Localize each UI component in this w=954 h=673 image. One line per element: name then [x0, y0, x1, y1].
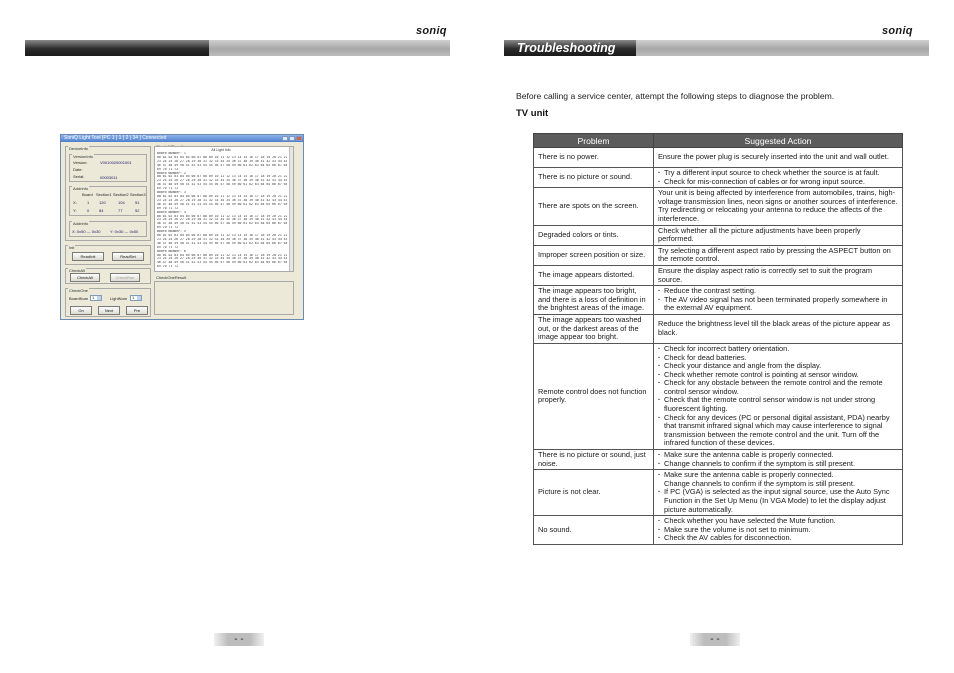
action-item: · Make sure the antenna cable is properly connected.: [658, 451, 898, 460]
table-row: [534, 265, 903, 285]
addr-row-label: Y:: [73, 208, 77, 213]
deviceinfo-group: [65, 146, 151, 241]
table-row: [534, 516, 903, 545]
action-item: · Change channels to confirm if the symptom is still present.: [658, 460, 898, 469]
window-body: [61, 142, 303, 319]
action-item: · If PC (VGA) is selected as the input signal source, use the Auto Sync Function in the Set Up Menu (In VGA Mode) to let the display adjust picture automatically.: [658, 488, 898, 514]
action-item: · Reduce the contrast setting.: [658, 287, 898, 296]
problem-cell: Remote control does not function properly.: [534, 343, 654, 449]
addr-row-label: X:: [73, 200, 77, 205]
action-cell: [654, 343, 903, 449]
problem-cell: The image appears too washed out, or the darkest areas of the image appear too bright.: [534, 315, 654, 344]
table-row: [534, 225, 903, 245]
addrinfo2-x: X: 0x50 --- 0x30: [72, 229, 101, 234]
col-action-header: Suggested Action: [654, 134, 903, 148]
table-row: [534, 168, 903, 188]
versioninfo-group: [69, 154, 147, 182]
action-item: · Check that the remote control sensor window is not under strong fluorescent lighting.: [658, 396, 898, 413]
checkall-button[interactable]: CheckAll: [70, 273, 100, 282]
action-item: · Try a different input source to check whether the source is at fault.: [658, 169, 898, 178]
init-group: [65, 245, 151, 265]
result-line: 46 47 48 49 50 51 52 53 54 55 56 57 58 59 60 61 62 63 64 65 66 67 68: [157, 183, 287, 187]
action-cell: [654, 450, 903, 470]
addrinfo2-y: Y: 0x30 --- 0x50: [110, 229, 139, 234]
checkrun-button[interactable]: CheckRun: [110, 273, 140, 282]
result-line: 00 01 02 03 04 05 06 07 08 09 10 11 12 13 14 15 16 17 18 19 20 21 22: [157, 214, 287, 218]
addr-header: Section1: [96, 192, 112, 197]
addr-cell: 1: [87, 200, 90, 205]
result-line: 23 24 25 26 27 28 29 30 31 32 33 34 35 36 37 38 39 40 41 42 43 44 45: [157, 257, 287, 261]
result-line: 23 24 25 26 27 28 29 30 31 32 33 34 35 36 37 38 39 40 41 42 43 44 45: [157, 237, 287, 241]
addrinfo2-label: AddrInfo: [73, 221, 89, 226]
problem-cell: There are spots on the screen.: [534, 188, 654, 225]
action-item: Reduce the brightness level till the black areas of the picture appear as black.: [658, 319, 891, 338]
action-item: Change channels to confirm if the symptom is still present.: [664, 478, 856, 488]
init-label: Init: [69, 245, 75, 250]
table-row: [534, 343, 903, 449]
problem-cell: Picture is not clear.: [534, 470, 654, 516]
checkone-label: CheckOne: [69, 288, 88, 293]
action-item: · Check for any obstacle between the remote control and the remote control sensor window.: [658, 379, 898, 396]
action-cell: [654, 245, 903, 265]
action-item: · Make sure the antenna cable is properly connected.: [658, 471, 898, 480]
lightnum-label: LightNum: [110, 296, 128, 301]
result-line: 69 70 71 72: [157, 245, 179, 249]
result-line: Board Number: 4: [157, 210, 186, 214]
action-item: · Check your distance and angle from the display.: [658, 362, 898, 371]
action-item: Try selecting a different aspect ratio by pressing the ASPECT button on the remote control.: [658, 245, 891, 264]
minimize-icon[interactable]: [282, 136, 288, 141]
result-line: Board Number: 1: [157, 152, 186, 155]
checkoneresult-panel: [154, 281, 294, 315]
action-cell: [654, 168, 903, 188]
action-cell: [654, 225, 903, 245]
close-icon[interactable]: [296, 136, 302, 141]
action-item: · Check whether you have selected the Mute function.: [658, 517, 898, 526]
table-row: [534, 315, 903, 344]
addrinfo-label: AddrInfo: [73, 186, 89, 191]
checkoneresult-label: CheckOneResult: [156, 275, 187, 280]
result-scrollbar[interactable]: [289, 147, 293, 271]
right-page-number: [690, 633, 740, 646]
action-item: · Check for mis-connection of cables or for wrong input source.: [658, 178, 898, 187]
result-lines: [157, 152, 287, 269]
problem-cell: Degraded colors or tints.: [534, 225, 654, 245]
result-line: 23 24 25 26 27 28 29 30 31 32 33 34 35 36 37 38 39 40 41 42 43 44 45: [157, 218, 287, 222]
addr-cell: 52: [135, 208, 140, 213]
problem-cell: Improper screen position or size.: [534, 245, 654, 265]
checkone-group: [65, 288, 151, 317]
window-title: SoniQ Light Tool [PC 1 ] 1 [ 2 | 34 ] Connected: [64, 135, 167, 141]
section-title: Troubleshooting: [517, 41, 616, 55]
table-body: [534, 148, 903, 545]
result-line: 23 24 25 26 27 28 29 30 31 32 33 34 35 36 37 38 39 40 41 42 43 44 45: [157, 179, 287, 183]
table-row: [534, 148, 903, 168]
checkall-group: [65, 268, 151, 284]
deviceinfo-label: DeviceInfo: [69, 146, 88, 151]
action-item: · The AV video signal has not been terminated properly somewhere in the external AV equipment.: [658, 296, 898, 313]
result-line: 46 47 48 49 50 51 52 53 54 55 56 57 58 59 60 61 62 63 64 65 66 67 68: [157, 222, 287, 226]
action-cell: [654, 470, 903, 516]
col-problem-header: Problem: [534, 134, 654, 148]
subheading: TV unit: [516, 108, 549, 119]
problem-cell: No sound.: [534, 516, 654, 545]
readset-button[interactable]: ReadSet: [112, 252, 144, 261]
next-button[interactable]: Next: [98, 306, 120, 315]
action-cell: [654, 188, 903, 225]
serial-label: Serial:: [73, 174, 85, 179]
result-line: 00 01 02 03 04 05 06 07 08 09 10 11 12 13 14 15 16 17 18 19 20 21 22: [157, 253, 287, 257]
addr-header: Section3: [130, 192, 146, 197]
result-line: 69 70 71 72: [157, 167, 179, 171]
result-line: 69 70 71 72: [157, 187, 179, 191]
action-item: · Check for incorrect battery orientation.: [658, 345, 898, 354]
action-cell: [654, 148, 903, 168]
addr-cell: 104: [118, 200, 125, 205]
date-label: Date:: [73, 167, 83, 172]
problem-cell: The image appears distorted.: [534, 265, 654, 285]
addr-header: Section2: [113, 192, 129, 197]
action-item: · Check the AV cables for disconnection.: [658, 534, 898, 543]
addr-cell: 77: [118, 208, 123, 213]
right-header-fade: [636, 40, 929, 56]
result-line: 00 01 02 03 04 05 06 07 08 09 10 11 12 13 14 15 16 17 18 19 20 21 22: [157, 194, 287, 198]
addrinfo2-group: [69, 221, 147, 237]
left-header-fade: [209, 40, 450, 56]
action-cell: [654, 286, 903, 315]
result-line: 69 70 71 72: [157, 206, 179, 210]
pre-button[interactable]: Pre: [126, 306, 148, 315]
action-item: · Check for any devices (PC or personal digital assistant, PDA) nearby that transmit infrared signal which may cause interference to signal transmission between the remote control and the unit. Turn off the infrared function of these devices.: [658, 414, 898, 448]
result-line: Board Number: 3: [157, 191, 186, 195]
result-line: 69 70 71 72: [157, 226, 179, 230]
result-line: 00 01 02 03 04 05 06 07 08 09 10 11 12 13 14 15 16 17 18 19 20 21 22: [157, 155, 287, 159]
boardnum-label: BoardNum: [69, 296, 89, 301]
lightnum-select[interactable]: 1: [130, 295, 142, 301]
right-page-number-text: - -: [704, 633, 726, 646]
action-item: · Check for dead batteries.: [658, 354, 898, 363]
checkall-label: CheckAll: [69, 268, 85, 273]
action-item: Ensure the power plug is securely inserted into the unit and wall outlet.: [658, 152, 889, 162]
table-row: [534, 286, 903, 315]
left-page-number: [214, 633, 264, 646]
left-page-number-text: - -: [228, 633, 250, 646]
versioninfo-label: VersionInfo: [73, 154, 94, 159]
boardnum-select[interactable]: 1: [90, 295, 102, 301]
checkallresult-panel[interactable]: [154, 146, 294, 272]
right-brand-logo: soniq: [882, 25, 913, 37]
version-label: Version:: [73, 160, 88, 165]
action-item: Check whether all the picture adjustments have been properly performed.: [658, 225, 861, 244]
table-row: [534, 188, 903, 225]
action-item: Ensure the display aspect ratio is correctly set to suit the program source.: [658, 265, 873, 284]
result-line: Board Number: 6: [157, 249, 186, 253]
left-brand-logo: soniq: [416, 25, 447, 37]
action-cell: [654, 516, 903, 545]
problem-cell: There is no picture or sound.: [534, 168, 654, 188]
result-line: 69 70 71 72: [157, 265, 179, 269]
action-cell: [654, 265, 903, 285]
addr-header: Board: [82, 192, 93, 197]
left-header-bar: [25, 40, 209, 56]
addr-cell: 0: [87, 208, 90, 213]
action-item: · Check whether remote control is pointing at sensor window.: [658, 371, 898, 380]
intro-text: Before calling a service center, attempt the following steps to diagnose the problem.: [516, 91, 835, 101]
addr-cell: 84: [99, 208, 104, 213]
table-row: [534, 245, 903, 265]
action-item: Your unit is being affected by interference from automobiles, trains, high-voltage transmission lines, neon signs or another sources of interference. Try redirecting or relocating your antenna to reduce the affects of the interference.: [658, 188, 898, 223]
result-line: 00 01 02 03 04 05 06 07 08 09 10 11 12 13 14 15 16 17 18 19 20 21 22: [157, 175, 287, 179]
result-line: 23 24 25 26 27 28 29 30 31 32 33 34 35 36 37 38 39 40 41 42 43 44 45: [157, 198, 287, 202]
window-title-bar[interactable]: [61, 135, 303, 142]
result-line: 46 47 48 49 50 51 52 53 54 55 56 57 58 59 60 61 62 63 64 65 66 67 68: [157, 163, 287, 167]
readinit-button[interactable]: ReadInit: [72, 252, 104, 261]
result-line: Board Number: 5: [157, 230, 186, 234]
action-cell: [654, 315, 903, 344]
result-line: 46 47 48 49 50 51 52 53 54 55 56 57 58 59 60 61 62 63 64 65 66 67 68: [157, 241, 287, 245]
result-line: 46 47 48 49 50 51 52 53 54 55 56 57 58 59 60 61 62 63 64 65 66 67 68: [157, 202, 287, 206]
problem-cell: There is no picture or sound, just noise.: [534, 450, 654, 470]
addr-cell: 51: [135, 200, 140, 205]
result-line: Board Number: 2: [157, 171, 186, 175]
result-header: All Light Info: [211, 148, 231, 152]
on-button[interactable]: On: [70, 306, 92, 315]
version-value: V0010020001001: [100, 160, 132, 165]
table-row: [534, 450, 903, 470]
addr-cell: 120: [99, 200, 106, 205]
light-tool-window: [60, 134, 304, 320]
troubleshooting-table: [533, 133, 903, 545]
table-row: [534, 470, 903, 516]
problem-cell: There is no power.: [534, 148, 654, 168]
result-line: 00 01 02 03 04 05 06 07 08 09 10 11 12 13 14 15 16 17 18 19 20 21 22: [157, 234, 287, 238]
addrinfo-group: [69, 186, 147, 216]
result-line: 46 47 48 49 50 51 52 53 54 55 56 57 58 59 60 61 62 63 64 65 66 67 68: [157, 261, 287, 265]
action-item: · Make sure the volume is not set to minimum.: [658, 526, 898, 535]
serial-value: 00003011: [100, 175, 118, 180]
result-line: 23 24 25 26 27 28 29 30 31 32 33 34 35 36 37 38 39 40 41 42 43 44 45: [157, 159, 287, 163]
maximize-icon[interactable]: [289, 136, 295, 141]
problem-cell: The image appears too bright, and there is a loss of definition in the brightest areas of the image.: [534, 286, 654, 315]
